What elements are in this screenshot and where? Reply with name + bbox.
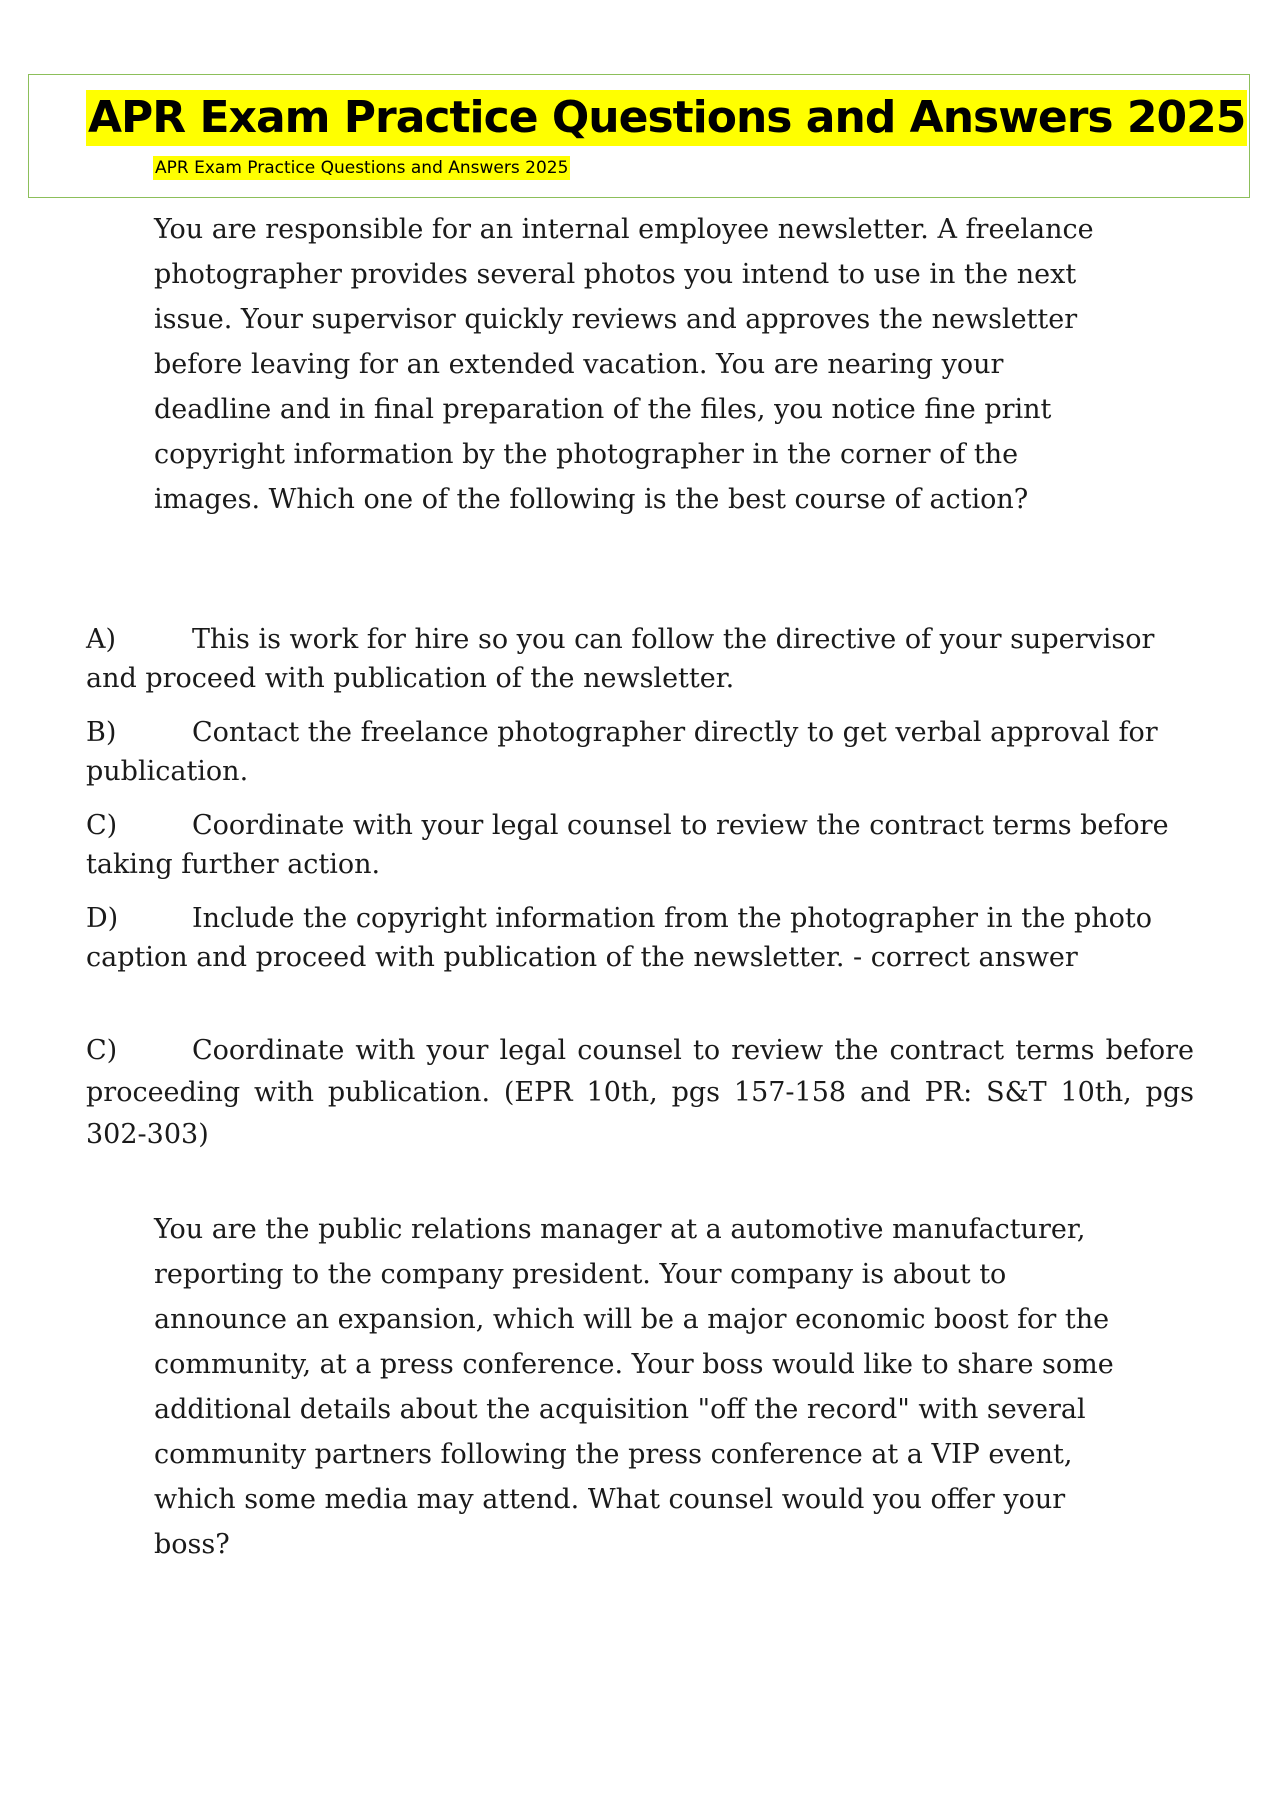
question-2-text: You are the public relations manager at a automotive manufacturer, reporting to the company president. Your company is about to announce an expansion, which will be a major economic boost for the community, at a press conference. Your boss would like to share some additional details about the acquisition "off the record" with several community partners following the press conference at a VIP event, which some media may attend. What counsel would you offer your boss?: [154, 1214, 1114, 1560]
option-letter: A): [86, 624, 117, 655]
option-text: Coordinate with your legal counsel to review the contract terms before taking further action.: [86, 810, 1169, 880]
option-d: [86, 899, 1194, 977]
answer-explanation: [86, 1030, 1194, 1156]
option-text: Contact the freelance photographer directly to get verbal approval for publication.: [86, 717, 1158, 787]
option-letter: D): [86, 903, 119, 934]
option-a: [86, 620, 1194, 698]
answer-letter: C): [86, 1035, 118, 1066]
document-title: APR Exam Practice Questions and Answers 2025: [86, 90, 1247, 146]
option-b: [86, 713, 1194, 791]
question-1-text: You are responsible for an internal employee newsletter. A freelance photographer provides several photos you intend to use in the next issue. Your supervisor quickly reviews and approves the newsletter before leaving for an extended vacation. You are nearing your deadline and in final preparation of the files, you notice fine print copyright information by the photographer in the corner of the images. Which one of the following is the best course of action?: [154, 214, 1094, 515]
option-letter: C): [86, 810, 118, 841]
option-letter: B): [86, 717, 117, 748]
option-c: [86, 806, 1194, 884]
answer-text: Coordinate with your legal counsel to review the contract terms before proceeding with publication. (EPR 10th, pgs 157-158 and PR: S&T 10th, pgs 302-303): [86, 1035, 1194, 1150]
option-text: This is work for hire so you can follow the directive of your supervisor and proceed with publication of the newsletter.: [86, 624, 1155, 694]
option-text: Include the copyright information from the photographer in the photo caption and proceed with publication of the newsletter. - correct answer: [86, 903, 1153, 973]
document-subtitle: APR Exam Practice Questions and Answers 2025: [155, 158, 569, 178]
